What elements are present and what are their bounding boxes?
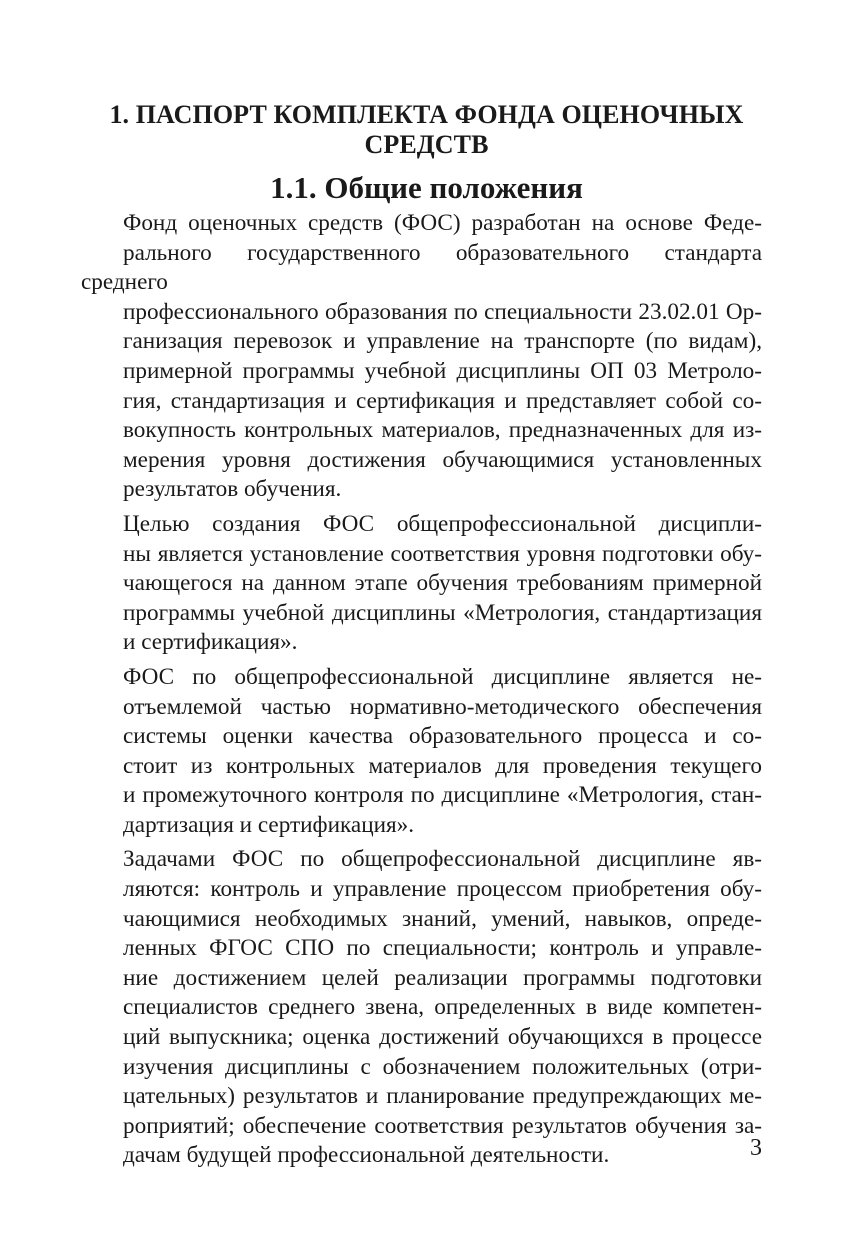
text-line: примерной программы учебной дисциплины ОП 03 Метроло-	[123, 357, 762, 384]
text-line: системы оценки качества образовательного процесса и со-	[123, 723, 762, 750]
text-line: мерения уровня достижения обучающимися установленных	[123, 446, 762, 473]
paragraph-2	[81, 510, 762, 658]
text-line: отъемлемой частью нормативно-методического обеспечения	[123, 693, 762, 720]
text-line: ны является установление соответствия уровня подготовки обу-	[123, 540, 762, 567]
text-line: дачам будущей профессиональной деятельности.	[123, 1142, 610, 1169]
text-line: Фонд оценочных средств (ФОС) разработан на основе Феде-	[123, 210, 762, 236]
text-line: чающегося на данном этапе обучения требованиям примерной	[123, 570, 762, 597]
page-number: 3	[750, 1135, 762, 1161]
chapter-title-line-2: СРЕДСТВ	[364, 130, 489, 159]
text-line: ганизация перевозок и управление на транспорте (по видам),	[123, 328, 762, 355]
text-line: Целью создания ФОС общепрофессиональной дисципли-	[123, 510, 762, 537]
text-line: программы учебной дисциплины «Метрология, стандартизация	[123, 599, 762, 626]
text-line: чающимися необходимых знаний, умений, навыков, опреде-	[123, 905, 762, 932]
text-line: стоит из контрольных материалов для проведения текущего	[123, 752, 762, 779]
text-line: и сертификация».	[123, 629, 298, 656]
text-line: цательных) результатов и планирование предупреждающих ме-	[123, 1083, 762, 1110]
chapter-title-line-1: 1. ПАСПОРТ КОМПЛЕКТА ФОНДА ОЦЕНОЧНЫХ	[109, 100, 744, 129]
chapter-title	[80, 100, 773, 160]
text-line: профессионального образования по специальности 23.02.01 Ор-	[123, 298, 762, 325]
text-line: вокупность контрольных материалов, предназначенных для из-	[123, 417, 762, 444]
text-line: гия, стандартизация и сертификация и представляет собой со-	[123, 387, 762, 414]
text-line: изучения дисциплины с обозначением положительных (отри-	[123, 1053, 762, 1080]
text-line: ляются: контроль и управление процессом приобретения обу-	[123, 876, 762, 903]
text-line: ленных ФГОС СПО по специальности; контроль и управле-	[123, 935, 762, 962]
text-line: и промежуточного контроля по дисциплине «Метрология, стан-	[123, 782, 762, 809]
paragraph-3	[81, 663, 762, 841]
paragraph-4	[81, 845, 762, 1171]
text-line: Задачами ФОС по общепрофессиональной дисциплине яв-	[123, 846, 762, 873]
text-line: ФОС по общепрофессиональной дисциплине является не-	[123, 663, 762, 690]
text-line: ние достижением целей реализации программы подготовки	[123, 964, 762, 991]
body-text	[81, 209, 762, 1176]
text-line: роприятий; обеспечение соответствия результатов обучения за-	[123, 1112, 762, 1139]
text-line: ций выпускника; оценка достижений обучающихся в процессе	[123, 1024, 762, 1051]
text-line: результатов обучения.	[123, 476, 342, 503]
text-line: дартизация и сертификация».	[123, 811, 415, 838]
text-line: рального государственного образовательного стандарта среднего	[81, 239, 762, 296]
section-title: 1.1. Общие положения	[270, 170, 583, 205]
paragraph-1	[81, 209, 762, 505]
text-line: специалистов среднего звена, определенных в виде компетен-	[123, 994, 762, 1021]
